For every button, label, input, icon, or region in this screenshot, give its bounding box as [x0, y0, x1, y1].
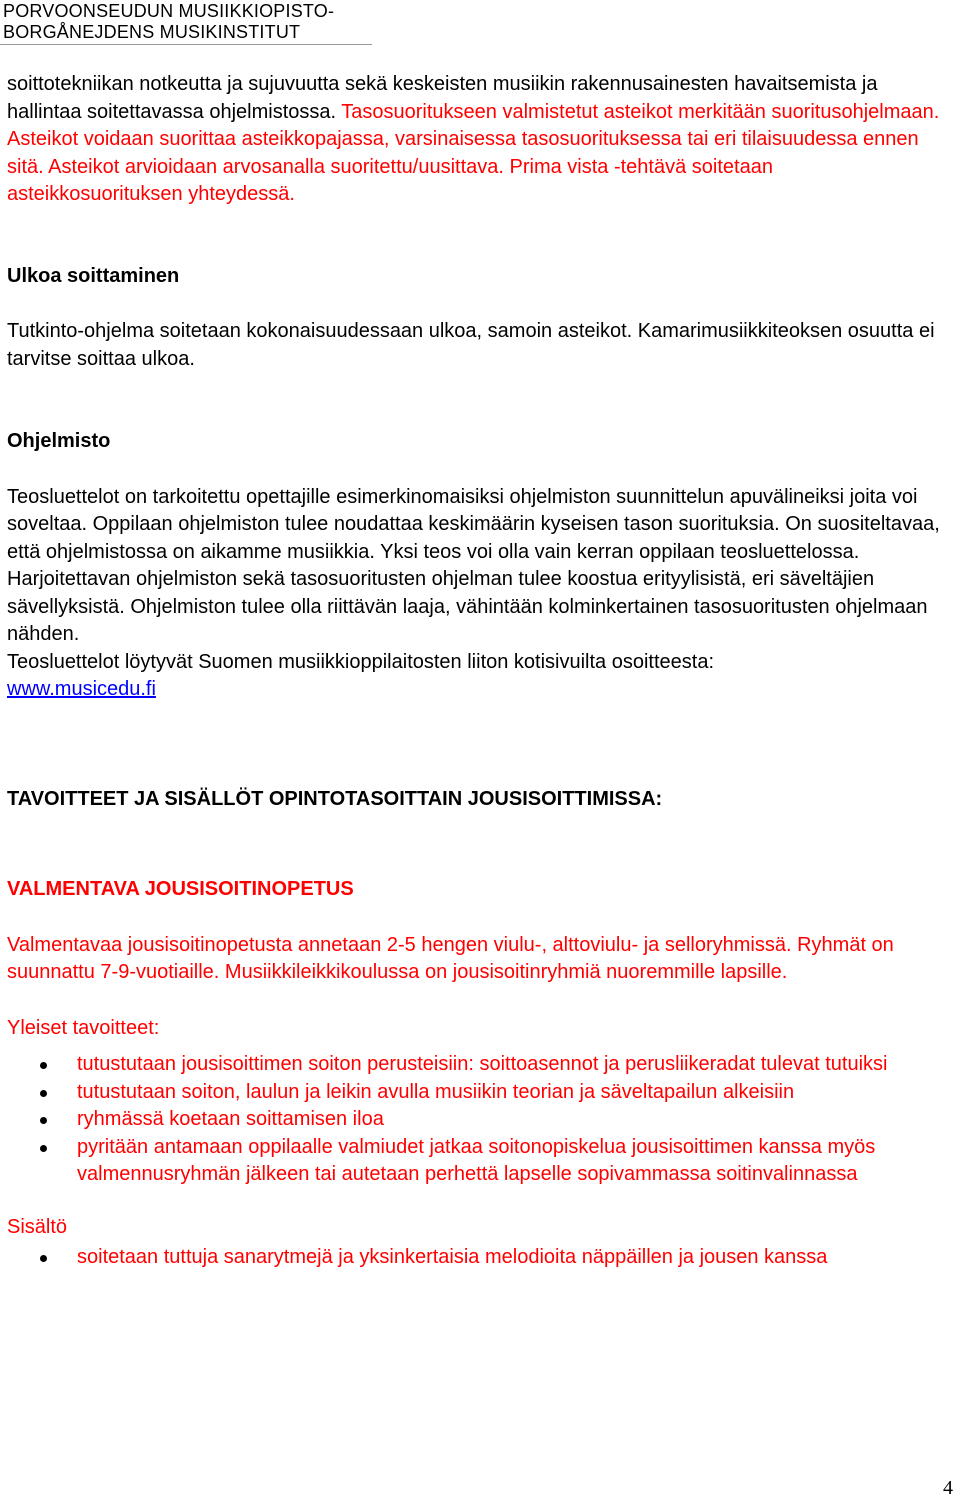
document-body — [7, 71, 952, 1272]
intro-black-text: soittotekniikan notkeutta ja sujuvuutta sekä keskeisten musiikin rakennusainesten havaitsemista ja hallintaa soitettavassa ohjelmistossa. — [7, 73, 878, 123]
header-institution-fi: PORVOONSEUDUN MUSIIKKIOPISTO- — [3, 1, 335, 21]
ohjelmisto-paragraph: Teosluettelot on tarkoitettu opettajille esimerkinomaisiksi ohjelmiston suunnittelun apuvälineiksi joita voi soveltaa. Oppilaan ohjelmiston tulee noudattaa keskimäärin kyseisen tason suorituksia. On suositeltavaa, että ohjelmistossa on aikamme musiikkia. Yksi teos voi olla vain kerran oppilaan teosluettelossa. — [7, 485, 940, 563]
ohjelmisto-heading: Ohjelmisto — [7, 430, 111, 452]
yleiset-tavoitteet-heading: Yleiset tavoitteet: — [7, 1016, 160, 1039]
bullet-icon — [40, 1090, 47, 1097]
list-item: tutustutaan jousisoittimen soiton perusteisiin: soittoasennot ja perusliikeradat tulevat tutuiksi — [7, 1051, 952, 1079]
header-institution-sv: BORGÅNEJDENS MUSIKINSTITUT — [3, 22, 301, 42]
page-number: 4 — [943, 1477, 953, 1499]
bullet-icon — [40, 1117, 47, 1124]
list-item: ryhmässä koetaan soittamisen iloa — [7, 1106, 952, 1134]
list-item: pyritään antamaan oppilaalle valmiudet jatkaa soitonopiskelua jousisoittimen kanssa myös valmennusryhmän jälkeen tai autetaan perhettä lapselle sopivammassa soitinvalinnassa — [7, 1134, 952, 1189]
list-item: soitetaan tuttuja sanarytmejä ja yksinkertaisia melodioita näppäillen ja jousen kanssa — [7, 1244, 952, 1272]
ohjelmisto-paragraph-2: Harjoitettavan ohjelmiston sekä tasosuoritusten ohjelman tulee koostua erityylisistä, eri säveltäjien sävellyksistä. Ohjelmiston tulee olla riittävän laaja, vähintään kolminkertainen tasosuoritusten ohjelmaan nähden. — [7, 568, 928, 645]
musicedu-link[interactable]: www.musicedu.fi — [7, 678, 156, 700]
list-item: tutustutaan soiton, laulun ja leikin avulla musiikin teorian ja säveltapailun alkeisiin — [7, 1079, 952, 1107]
valmentava-paragraph: Valmentavaa jousisoitinopetusta annetaan 2-5 hengen viulu-, alttoviulu- ja selloryhmissä. Ryhmät on suunnattu 7-9-vuotiaille. Musiikkileikkikoulussa on jousisoitinryhmiä nuoremmille lapsille. — [7, 933, 894, 983]
bullet-icon — [40, 1145, 47, 1152]
intro-red-text: Tasosuoritukseen valmistetut asteikot merkitään suoritusohjelmaan. Asteikot voidaan suorittaa asteikkopajassa, varsinaisessa tasosuorituksessa tai eri tilaisuudessa ennen sitä. Asteikot arvioidaan arvosanalla suoritettu/uusittava. Prima vista -tehtävä soitetaan asteikkosuorituksen yhteydessä. — [7, 100, 940, 205]
main-section-heading: TAVOITTEET JA SISÄLLÖT OPINTOTASOITTAIN JOUSISOITTIMISSA: — [7, 787, 663, 810]
bullet-icon — [40, 1062, 47, 1069]
ulkoa-heading: Ulkoa soittaminen — [7, 264, 180, 287]
document-header — [0, 0, 372, 45]
intro-paragraph — [7, 71, 952, 209]
yleiset-tavoitteet-list — [7, 1051, 952, 1189]
sisalto-list — [7, 1244, 952, 1272]
ohjelmisto-paragraph-3: Teosluettelot löytyvät Suomen musiikkioppilaitosten liiton kotisivuilta osoitteesta: — [7, 650, 715, 673]
valmentava-heading: VALMENTAVA JOUSISOITINOPETUS — [7, 878, 354, 900]
ulkoa-paragraph: Tutkinto-ohjelma soitetaan kokonaisuudessaan ulkoa, samoin asteikot. Kamarimusiikkiteoksen osuutta ei tarvitse soittaa ulkoa. — [7, 320, 935, 370]
sisalto-heading: Sisältö — [7, 1215, 68, 1238]
bullet-icon — [40, 1255, 47, 1262]
